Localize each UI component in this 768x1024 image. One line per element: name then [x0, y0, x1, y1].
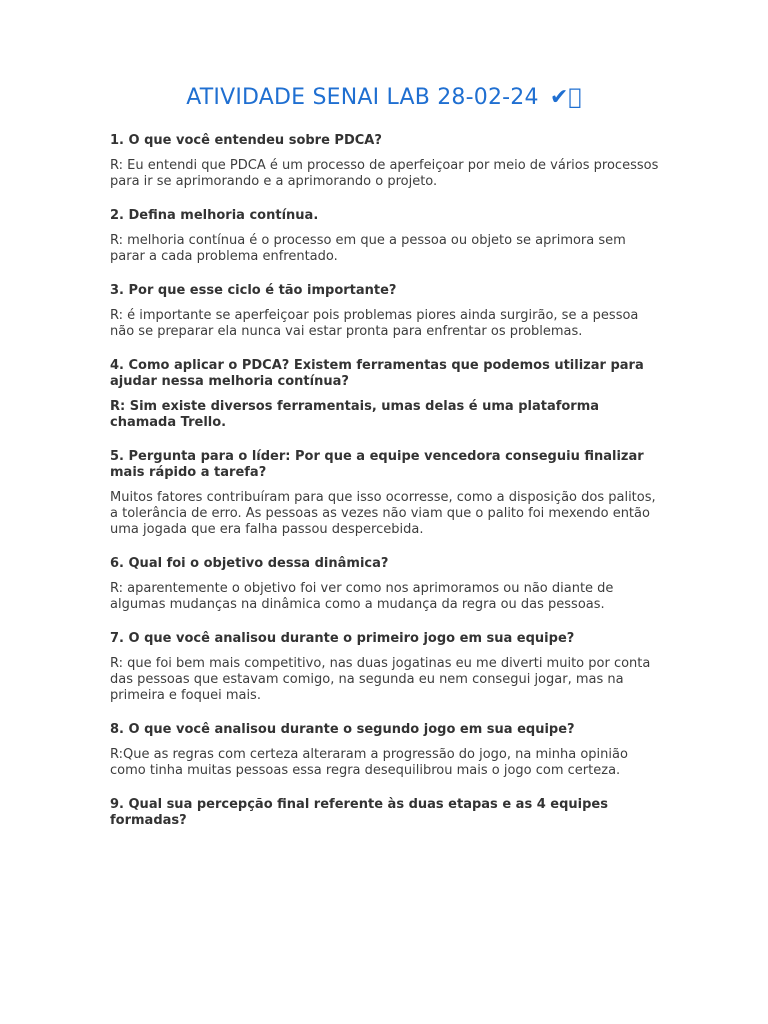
qa-item-6	[110, 556, 660, 613]
answer-7: R: que foi bem mais competitivo, nas duas jogatinas eu me diverti muito por conta das pessoas que estavam comigo, na segunda eu nem consegui jogar, mas na primeira e foquei mais.	[110, 656, 651, 703]
answer-6: R: aparentemente o objetivo foi ver como nos aprimoramos ou não diante de algumas mudanças na dinâmica como a mudança da regra ou das pessoas.	[110, 581, 614, 612]
question-4: 4. Como aplicar o PDCA? Existem ferramentas que podemos utilizar para ajudar nessa melhoria contínua?	[110, 358, 644, 389]
question-8: 8. O que você analisou durante o segundo jogo em sua equipe?	[110, 722, 575, 737]
qa-item-8	[110, 722, 660, 779]
question-9: 9. Qual sua percepção final referente às duas etapas e as 4 equipes formadas?	[110, 797, 608, 828]
question-1: 1. O que você entendeu sobre PDCA?	[110, 133, 382, 148]
document-title	[0, 84, 768, 112]
qa-item-9	[110, 797, 660, 829]
qa-item-7	[110, 631, 660, 704]
question-7: 7. O que você analisou durante o primeiro jogo em sua equipe?	[110, 631, 575, 646]
qa-item-5	[110, 449, 660, 538]
qa-item-4	[110, 358, 660, 431]
qa-list	[110, 133, 660, 847]
title-text: ATIVIDADE SENAI LAB 28-02-24	[186, 85, 539, 110]
answer-5: Muitos fatores contribuíram para que isso ocorresse, como a disposição dos palitos, a tolerância de erro. As pessoas as vezes não viam que o palito foi mexendo então uma jogada que era falha passou despercebida.	[110, 490, 656, 537]
answer-1: R: Eu entendi que PDCA é um processo de aperfeiçoar por meio de vários processos para ir se aprimorando e a aprimorando o projeto.	[110, 158, 659, 189]
checkmark-icon: ✔	[549, 85, 582, 110]
question-2: 2. Defina melhoria contínua.	[110, 208, 319, 223]
qa-item-2	[110, 208, 660, 265]
answer-4: R: Sim existe diversos ferramentais, umas delas é uma plataforma chamada Trello.	[110, 399, 600, 430]
answer-3: R: é importante se aperfeiçoar pois problemas piores ainda surgirão, se a pessoa não se preparar ela nunca vai estar pronta para enfrentar os problemas.	[110, 308, 639, 339]
qa-item-1	[110, 133, 660, 190]
question-6: 6. Qual foi o objetivo dessa dinâmica?	[110, 556, 389, 571]
question-5: 5. Pergunta para o líder: Por que a equipe vencedora conseguiu finalizar mais rápido a tarefa?	[110, 449, 644, 480]
answer-8: R:Que as regras com certeza alteraram a progressão do jogo, na minha opinião como tinha muitas pessoas essa regra desequilibrou mais o jogo com certeza.	[110, 747, 628, 778]
question-3: 3. Por que esse ciclo é tão importante?	[110, 283, 397, 298]
answer-2: R: melhoria contínua é o processo em que a pessoa ou objeto se aprimora sem parar a cada problema enfrentado.	[110, 233, 626, 264]
qa-item-3	[110, 283, 660, 340]
